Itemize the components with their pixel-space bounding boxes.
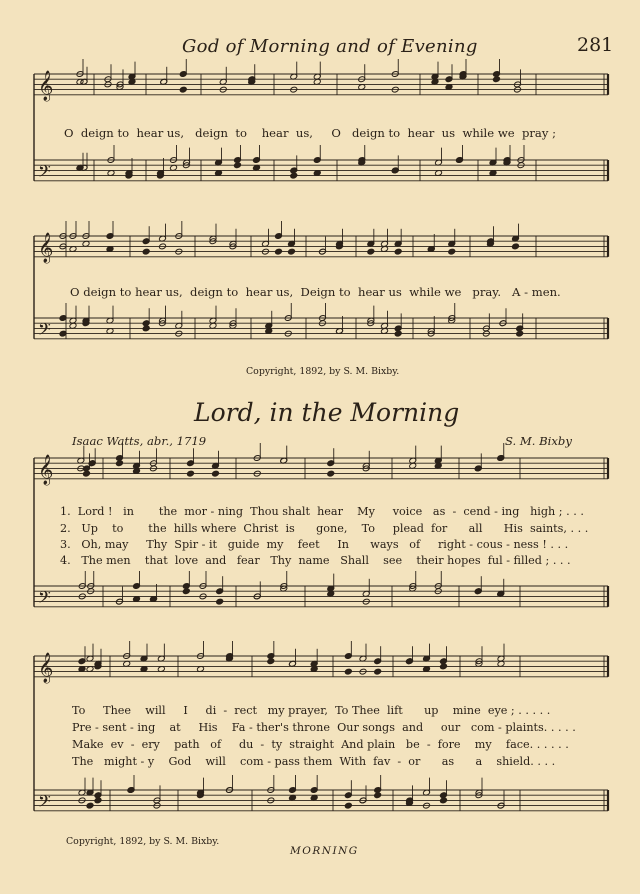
svg-text:𝄞: 𝄞 xyxy=(38,652,54,683)
verse-3-line2: Make ev - ery path of du - ty straight And plain be - fore my face. . . . . . xyxy=(72,738,569,751)
svg-text:𝄢: 𝄢 xyxy=(38,160,51,185)
verse-3-line1: 3. Oh, may Thy Spir - it guide my feet In ways of right - cous - ness ! . . . xyxy=(60,538,569,551)
page-number: 281 xyxy=(577,34,614,56)
hymn-title: Lord, in the Morning xyxy=(194,398,460,427)
verse-4-line2: The might - y God will com - pass them With fav - or as a shield. . . . xyxy=(72,755,556,768)
running-title: God of Morning and of Evening xyxy=(182,36,478,57)
svg-text:𝄞: 𝄞 xyxy=(38,454,54,485)
svg-text:𝄢: 𝄢 xyxy=(38,318,51,343)
svg-text:𝄢: 𝄢 xyxy=(38,790,51,815)
hymn1-lyrics-line2: O deign to hear us, deign to hear us, Deign to hear us while we pray. A - men. xyxy=(70,285,561,299)
verse-2-line2: Pre - sent - ing at His Fa - ther's throne Our songs and our com - plaints. . . . . xyxy=(72,721,576,734)
hymn1-copyright: Copyright, 1892, by S. M. Bixby. xyxy=(246,366,400,377)
svg-text:𝄢: 𝄢 xyxy=(38,586,51,611)
verse-4-line1: 4. The men that love and fear Thy name Shall see their hopes ful - filled ; . . . xyxy=(60,554,571,567)
composer-credit: S. M. Bixby xyxy=(505,434,572,448)
author-credit: Isaac Watts, abr., 1719 xyxy=(72,434,207,448)
svg-text:𝄞: 𝄞 xyxy=(38,232,54,263)
verse-2-line1: 2. Up to the hills where Christ is gone, To plead for all His saints, . . . xyxy=(60,522,589,535)
hymn2-copyright: Copyright, 1892, by S. M. Bixby. xyxy=(66,836,220,847)
hymn1-lyrics-line1: O deign to hear us, deign to hear us, O deign to hear us while we pray ; xyxy=(64,126,556,140)
verse-1-line1: 1. Lord ! in the mor - ning Thou shalt hear My voice as - cend - ing high ; . . . xyxy=(60,505,584,518)
svg-text:𝄞: 𝄞 xyxy=(38,70,54,101)
verse-1-line2: To Thee will I di - rect my prayer, To Thee lift up mine eye ; . . . . . xyxy=(72,704,551,717)
tune-name: MORNING xyxy=(290,845,359,857)
